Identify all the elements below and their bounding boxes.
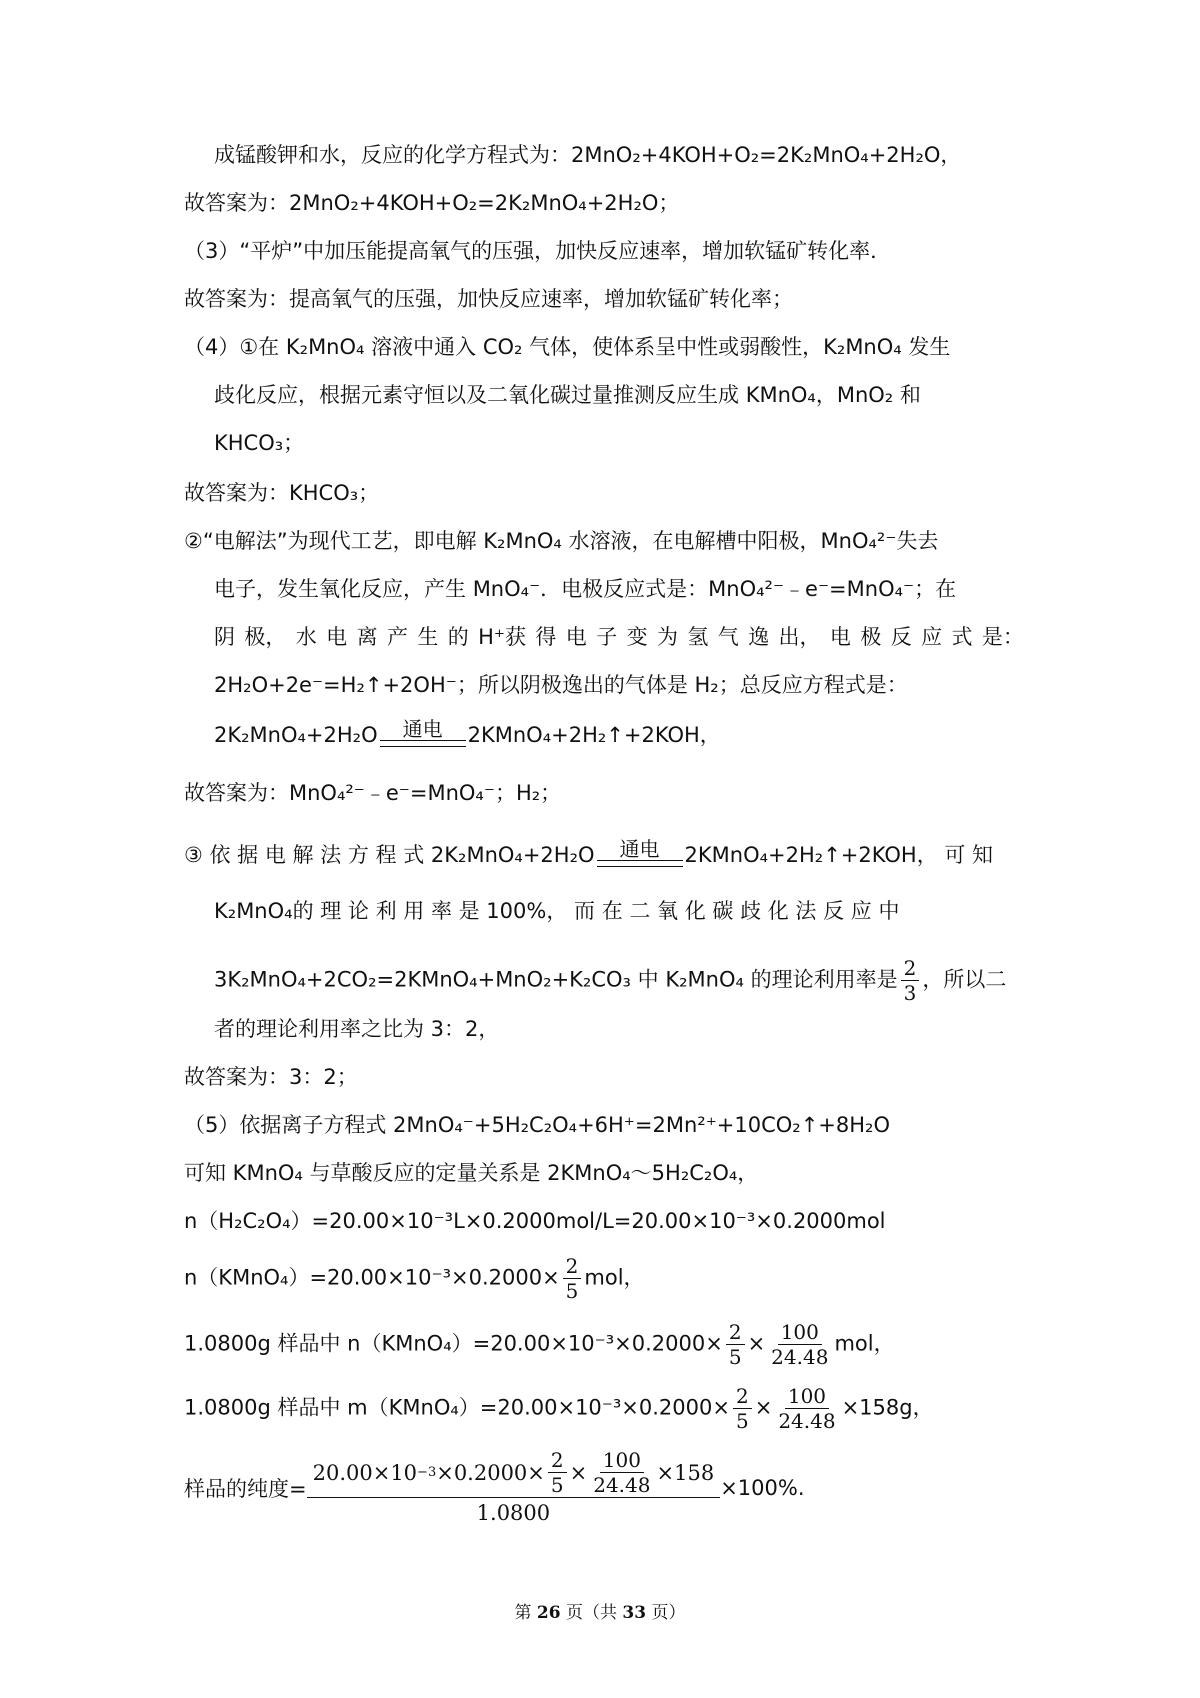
justified-char: 是： <box>981 625 1024 649</box>
fraction-100-24-48: $\frac{100}{24.48}$ <box>771 1320 829 1369</box>
fraction-two-fifths: $\frac{2}{5}$ <box>548 1448 567 1497</box>
justified-char: 电 <box>829 625 851 649</box>
justified-char: 生 <box>417 625 439 649</box>
line-relation: 可知 KMnO₄ 与草酸反应的定量关系是 2KMnO₄～5H₂C₂O₄， <box>184 1161 759 1185</box>
justified-char: 得 <box>535 625 557 649</box>
justified-char: 产 <box>386 625 408 649</box>
line-part4-3: ③ 依 据 电 解 法 方 程 式 2K₂MnO₄+2H₂O 通电 2KMnO₄+2H₂↑+2KOH， 可 知 <box>184 837 994 867</box>
justified-char: 反 <box>890 625 912 649</box>
justified-char: 子 <box>596 625 618 649</box>
justified-char: 气 <box>717 625 739 649</box>
line-purity: 样品的纯度= 20.00×10 −3 ×0.2000× $\frac{2}{5}$ × $\frac{100}{24.48}$ ×158 1.0800 ×100%. <box>184 1448 805 1528</box>
line-cathode-eq: 2H₂O+2e⁻=H₂↑+2OH⁻；所以阴极逸出的气体是 H₂；总反应方程式是： <box>214 673 908 697</box>
justified-char: 电 <box>565 625 587 649</box>
justified-char: 式 <box>951 625 973 649</box>
justified-char: 极 <box>860 625 882 649</box>
fraction-two-fifths: $\frac{2}{5}$ <box>563 1254 582 1303</box>
line-answer-ratio: 故答案为：3：2； <box>184 1065 358 1089</box>
fraction-two-fifths: $\frac{2}{5}$ <box>726 1320 745 1369</box>
justified-char: 离 <box>356 625 378 649</box>
page-footer: 第 26 页（共 33 页） <box>514 1603 686 1623</box>
justified-char: 电 <box>326 625 348 649</box>
fraction-two-thirds: $\frac{2}{3}$ <box>901 956 920 1005</box>
line-answer-part3: 故答案为：提高氧气的压强，加快反应速率，增加软锰矿转化率； <box>184 287 793 311</box>
line-part4-cont: 歧化反应，根据元素守恒以及二氧化碳过量推测反应生成 KMnO₄，MnO₂ 和 <box>214 383 921 407</box>
fraction-100-24-48: $\frac{100}{24.48}$ <box>778 1384 836 1433</box>
line-part4: （4）①在 K₂MnO₄ 溶液中通入 CO₂ 气体，使体系呈中性或弱酸性，K₂MnO₄ 发生 <box>184 335 951 359</box>
justified-char: 出， <box>778 625 821 649</box>
line-anode: 电子，发生氧化反应，产生 MnO₄⁻．电极反应式是：MnO₄²⁻﹣e⁻=MnO₄⁻；在 <box>214 577 957 601</box>
line-part5: （5）依据离子方程式 2MnO₄⁻+5H₂C₂O₄+6H⁺=2Mn²⁺+10CO₂↑+8H₂O <box>184 1113 891 1137</box>
line-khco3: KHCO₃； <box>214 431 305 455</box>
line-answer-eq1: 故答案为：2MnO₂+4KOH+O₂=2K₂MnO₄+2H₂O； <box>184 191 680 215</box>
justified-char: 逸 <box>748 625 770 649</box>
line-total-eq: 2K₂MnO₄+2H₂O 通电 2KMnO₄+2H₂↑+2KOH， <box>214 717 721 747</box>
line-answer-khco3: 故答案为：KHCO₃； <box>184 481 380 505</box>
fraction-two-fifths: $\frac{2}{5}$ <box>733 1384 752 1433</box>
line-ratio: 者的理论利用率之比为 3：2， <box>214 1017 500 1041</box>
line-cathode-text <box>214 622 1024 652</box>
justified-char: 阴 <box>214 625 235 649</box>
justified-char: 极， <box>244 625 287 649</box>
line-utilization: K₂MnO₄的 理 论 利 用 率 是 100%， 而 在 二 氧 化 碳 歧 化 法 反 应 中 <box>214 899 900 923</box>
line-m-sample: 1.0800g 样品中 m（KMnO₄）=20.00×10⁻³×0.2000× $\frac{2}{5}$ × $\frac{100}{24.48}$ ×158g， <box>184 1384 934 1433</box>
justified-char: 水 <box>295 625 317 649</box>
justified-char: 为 <box>656 625 678 649</box>
line-eq1: 成锰酸钾和水，反应的化学方程式为：2MnO₂+4KOH+O₂=2K₂MnO₄+2H₂O， <box>214 143 962 167</box>
line-answer-electrolysis: 故答案为：MnO₄²⁻﹣e⁻=MnO₄⁻；H₂； <box>184 781 562 805</box>
justified-char: 变 <box>626 625 648 649</box>
justified-char: 氢 <box>687 625 709 649</box>
line-n-kmno4: n（KMnO₄）=20.00×10⁻³×0.2000× $\frac{2}{5}$ mol， <box>184 1254 645 1303</box>
line-part3: （3）“平炉”中加压能提高氧气的压强，加快反应速率，增加软锰矿转化率． <box>184 239 892 263</box>
line-n-sample: 1.0800g 样品中 n（KMnO₄）=20.00×10⁻³×0.2000× $\frac{2}{5}$ × $\frac{100}{24.48}$ mol， <box>184 1320 895 1369</box>
fraction-100-24-48: $\frac{100}{24.48}$ <box>593 1448 651 1497</box>
justified-char: 的 <box>447 625 469 649</box>
line-disproportionation: 3K₂MnO₄+2CO₂=2KMnO₄+MnO₂+K₂CO₃ 中 K₂MnO₄ 的理论利用率是 $\frac{2}{3}$ ，所以二 <box>214 956 1007 1005</box>
line-electrolysis: ②“电解法”为现代工艺，即电解 K₂MnO₄ 水溶液，在电解槽中阳极，MnO₄²⁻失去 <box>184 529 939 553</box>
line-n-h2c2o4: n（H₂C₂O₄）=20.00×10⁻³L×0.2000mol/L=20.00×10⁻³×0.2000mol <box>184 1209 886 1233</box>
condition-mark-2: 通电 <box>597 838 683 867</box>
justified-char: 应 <box>921 625 943 649</box>
condition-mark: 通电 <box>380 718 466 747</box>
purity-fraction: 20.00×10 −3 ×0.2000× $\frac{2}{5}$ × $\frac{100}{24.48}$ ×158 1.0800 <box>307 1448 721 1528</box>
justified-char: H⁺获 <box>478 625 527 649</box>
